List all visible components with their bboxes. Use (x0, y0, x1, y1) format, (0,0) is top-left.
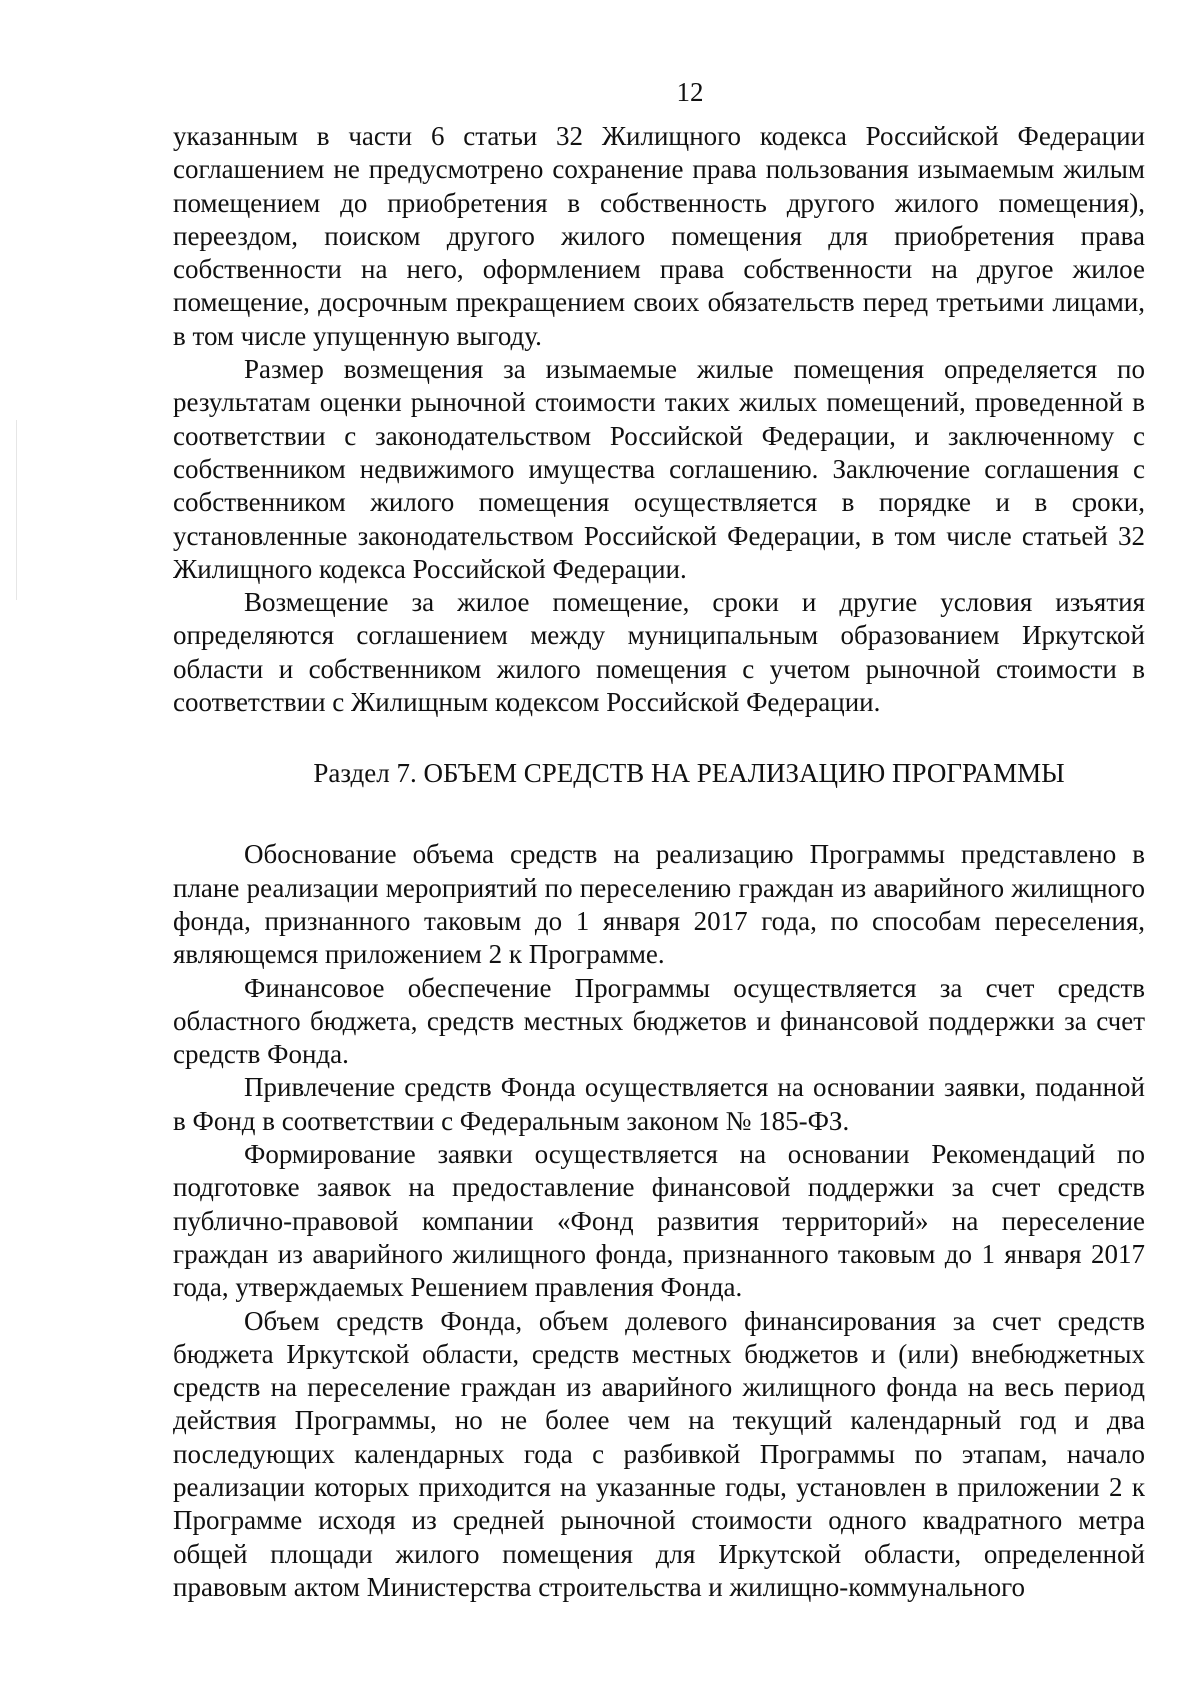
paragraph-financing: Финансовое обеспечение Программы осуществляется за счет средств областного бюджета, средств местных бюджетов и финансовой поддержки за счет средств Фонда. (173, 972, 1145, 1070)
paragraph-fund-volume: Объем средств Фонда, объем долевого финансирования за счет средств бюджета Иркутской области, средств местных бюджетов и (или) внебюджетных средств на переселение граждан из аварийного жилищного фонда на весь период действия Программы, но не более чем на текущий календарный год и два последующих календарных года с разбивкой Программы по этапам, начало реализации которых приходится на указанные годы, установлен в приложении 2 к Программе исходя из средней рыночной стоимости одного квадратного метра общей площади жилого помещения для Иркутской области, определенной правовым актом Министерства строительства и жилищно-коммунального (173, 1305, 1145, 1602)
paragraph-compensation-size: Размер возмещения за изымаемые жилые помещения определяется по результатам оценки рыночной стоимости таких жилых помещений, проведенной в соответствии с законодательством Российской Федерации, и заключенному с собственником недвижимого имущества соглашению. Заключение соглашения с собственником жилого помещения осуществляется в порядке и в сроки, установленные законодательством Российской Федерации, в том числе статьей 32 Жилищного кодекса Российской Федерации. (173, 354, 1145, 584)
paragraph-justification: Обоснование объема средств на реализацию Программы представлено в плане реализации мероприятий по переселению граждан из аварийного жилищного фонда, признанного таковым до 1 января 2017 года, по способам переселения, являющемся приложением 2 к Программе. (173, 839, 1145, 970)
paragraph-application-formation: Формирование заявки осуществляется на основании Рекомендаций по подготовке заявок на предоставление финансовой поддержки за счет средств публично-правовой компании «Фонд развития территорий» на переселение граждан из аварийного жилищного фонда, признанного таковым до 1 января 2017 года, утверждаемых Решением правления Фонда. (173, 1139, 1145, 1303)
document-body (173, 120, 1145, 1604)
paragraph-compensation-terms: Возмещение за жилое помещение, сроки и другие условия изъятия определяются соглашением между муниципальным образованием Иркутской области и собственником жилого помещения с учетом рыночной стоимости в соответствии с Жилищным кодексом Российской Федерации. (173, 587, 1145, 718)
paragraph-fund-attraction: Привлечение средств Фонда осуществляется на основании заявки, поданной в Фонд в соответствии с Федеральным законом № 185-ФЗ. (173, 1072, 1145, 1136)
paragraph-continuation: указанным в части 6 статьи 32 Жилищного кодекса Российской Федерации соглашением не предусмотрено сохранение права пользования изымаемым жилым помещением до приобретения в собственность другого жилого помещения), переездом, поиском другого жилого помещения для приобретения права собственности на него, оформлением права собственности на другое жилое помещение, досрочным прекращением своих обязательств перед третьими лицами, в том числе упущенную выгоду. (173, 121, 1145, 351)
scan-artifact-line (16, 420, 17, 600)
page-number: 12 (676, 77, 704, 107)
section-heading: Раздел 7. ОБЪЕМ СРЕДСТВ НА РЕАЛИЗАЦИЮ ПРОГРАММЫ (313, 758, 1065, 789)
